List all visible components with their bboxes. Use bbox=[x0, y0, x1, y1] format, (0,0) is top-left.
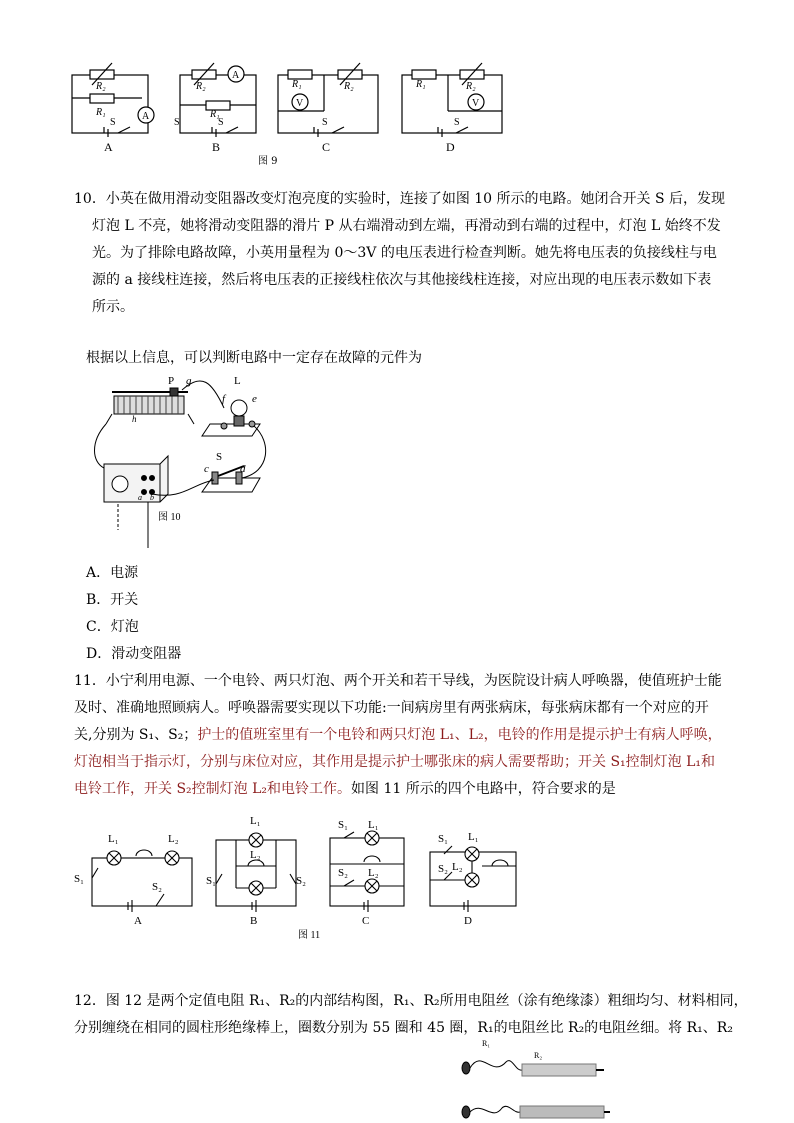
q11-line4: 灯泡相当于指示灯，分别与床位对应，其作用是提示护士哪张床的病人需要帮助；开关 S₁控制灯泡 L₁和 bbox=[74, 754, 716, 770]
svg-text:S₁: S₁ bbox=[74, 873, 84, 885]
q10-line3: 光。为了排除电路故障，小英用量程为 0～3V 的电压表进行检查判断。她先将电压表的负接线柱与电 bbox=[92, 245, 717, 261]
q11-line1: 11．小宁利用电源、一个电铃、两只灯泡、两个开关和若干导线，为医院设计病人呼唤器，使值班护士能 bbox=[74, 673, 722, 689]
fig10-a: a bbox=[138, 493, 142, 502]
svg-text:L₁: L₁ bbox=[368, 819, 379, 831]
fig9-caption: 图 9 bbox=[258, 156, 278, 167]
fig9-a-r2: R₂ bbox=[96, 81, 106, 92]
circuit-d bbox=[398, 55, 508, 170]
svg-text:S: S bbox=[174, 117, 180, 128]
q12-line1: 12．图 12 是两个定值电阻 R₁、R₂的内部结构图，R₁、R₂所用电阻丝（涂有绝缘漆）粗细均匀、材料相同， bbox=[74, 993, 748, 1009]
svg-text:L₂: L₂ bbox=[452, 861, 463, 873]
q11-line5: 电铃工作，开关 S₂控制灯泡 L₂和电铃工作。如图 11 所示的四个电路中，符合要求的是 bbox=[74, 781, 616, 797]
q11-line3: 关,分别为 S₁、S₂；护士的值班室里有一个电铃和两只灯泡 L₁、L₂，电铃的作用是提示护士有病人呼唤， bbox=[74, 727, 722, 743]
fig12-label-1: R₁ bbox=[482, 1039, 491, 1048]
fig9-label-a: A bbox=[104, 140, 113, 154]
q12-line2: 分别缠绕在相同的圆柱形绝缘棒上，圈数分别为 55 圈和 45 圈，R₁的电阻丝比 R₂的电阻丝细。将 R₁、R₂ bbox=[74, 1020, 733, 1036]
q10-prompt: 根据以上信息，可以判断电路中一定存在故障的元件为 bbox=[86, 350, 422, 366]
circuit-c bbox=[278, 63, 378, 137]
svg-text:L₂: L₂ bbox=[250, 849, 261, 861]
svg-text:L₁: L₁ bbox=[468, 831, 479, 843]
svg-text:L₁: L₁ bbox=[250, 815, 261, 827]
fig11-label-d: D bbox=[464, 915, 472, 927]
svg-text:R₂: R₂ bbox=[466, 81, 476, 92]
svg-text:R₂: R₂ bbox=[196, 81, 206, 92]
fig10-S: S bbox=[216, 451, 223, 463]
svg-text:R₂: R₂ bbox=[344, 81, 354, 92]
fig12-label-2: R₂ bbox=[534, 1051, 543, 1060]
svg-text:S₂: S₂ bbox=[296, 875, 306, 887]
q10-option-a[interactable]: A．电源 bbox=[86, 565, 139, 581]
q10-option-c[interactable]: C．灯泡 bbox=[86, 619, 139, 635]
fig10-P: P bbox=[168, 375, 175, 387]
svg-text:S₂: S₂ bbox=[338, 867, 348, 879]
fig10-g: g bbox=[186, 375, 192, 387]
svg-text:S: S bbox=[454, 117, 460, 128]
q10-line1: 10．小英在做用滑动变阻器改变灯泡亮度的实验时，连接了如图 10 所示的电路。她闭合开关 S 后，发现 bbox=[74, 191, 726, 207]
svg-text:S₂: S₂ bbox=[152, 881, 162, 893]
fig11-label-a: A bbox=[134, 915, 142, 927]
svg-text:V: V bbox=[296, 98, 304, 109]
fig9-label-d: D bbox=[446, 140, 455, 154]
q10-line2: 灯泡 L 不亮，她将滑动变阻器的滑片 P 从右端滑动到左端，再滑动到右端的过程中，灯泡 L 始终不发 bbox=[92, 218, 721, 234]
fig11-caption: 图 11 bbox=[298, 930, 321, 940]
figure-9 bbox=[60, 55, 390, 170]
svg-text:S: S bbox=[322, 117, 328, 128]
svg-text:R₁: R₁ bbox=[210, 109, 220, 120]
q10-option-d[interactable]: D．滑动变阻器 bbox=[86, 646, 182, 662]
fig10-h: h bbox=[132, 414, 137, 424]
svg-text:L₂: L₂ bbox=[368, 867, 379, 879]
q11-line2: 及时、准确地照顾病人。呼唤器需要实现以下功能:一间病房里有两张病床，每张病床都有一个对应的开 bbox=[74, 700, 709, 716]
fig10-c: c bbox=[204, 463, 209, 475]
svg-text:S₂: S₂ bbox=[438, 863, 448, 875]
fig9-a-r1: R₁ bbox=[96, 107, 106, 118]
svg-text:R₁: R₁ bbox=[292, 79, 302, 90]
fig10-f: f bbox=[222, 393, 226, 405]
q10-line5: 所示。 bbox=[92, 299, 134, 315]
svg-text:R₁: R₁ bbox=[416, 79, 426, 90]
fig9-a-meter: A bbox=[142, 111, 150, 122]
svg-text:S: S bbox=[110, 117, 116, 128]
q10-line4: 源的 a 接线柱连接，然后将电压表的正接线柱依次与其他接线柱连接，对应出现的电压表示数如下表 bbox=[92, 272, 712, 288]
fig11-label-b: B bbox=[250, 915, 258, 927]
svg-text:S₁: S₁ bbox=[338, 819, 348, 831]
figure-12 bbox=[452, 1038, 612, 1123]
fig10-caption: 图 10 bbox=[158, 512, 181, 523]
q10-option-b[interactable]: B．开关 bbox=[86, 592, 139, 608]
fig10-d: d bbox=[240, 463, 246, 475]
q10-number: 10． bbox=[74, 191, 106, 207]
fig10-L: L bbox=[234, 375, 241, 387]
fig10-b: b bbox=[150, 493, 154, 502]
fig9-label-c: C bbox=[322, 140, 331, 154]
svg-text:L₁: L₁ bbox=[108, 833, 119, 845]
fig9-label-b: B bbox=[212, 140, 221, 154]
svg-text:S₁: S₁ bbox=[206, 875, 216, 887]
svg-text:S₁: S₁ bbox=[438, 833, 448, 845]
svg-text:A: A bbox=[232, 70, 240, 81]
fig10-e: e bbox=[252, 393, 257, 405]
svg-text:V: V bbox=[472, 98, 480, 109]
fig11-label-c: C bbox=[362, 915, 370, 927]
svg-text:S: S bbox=[218, 117, 224, 128]
svg-text:L₂: L₂ bbox=[168, 833, 179, 845]
figure-11 bbox=[72, 810, 532, 940]
figure-10 bbox=[92, 372, 282, 550]
